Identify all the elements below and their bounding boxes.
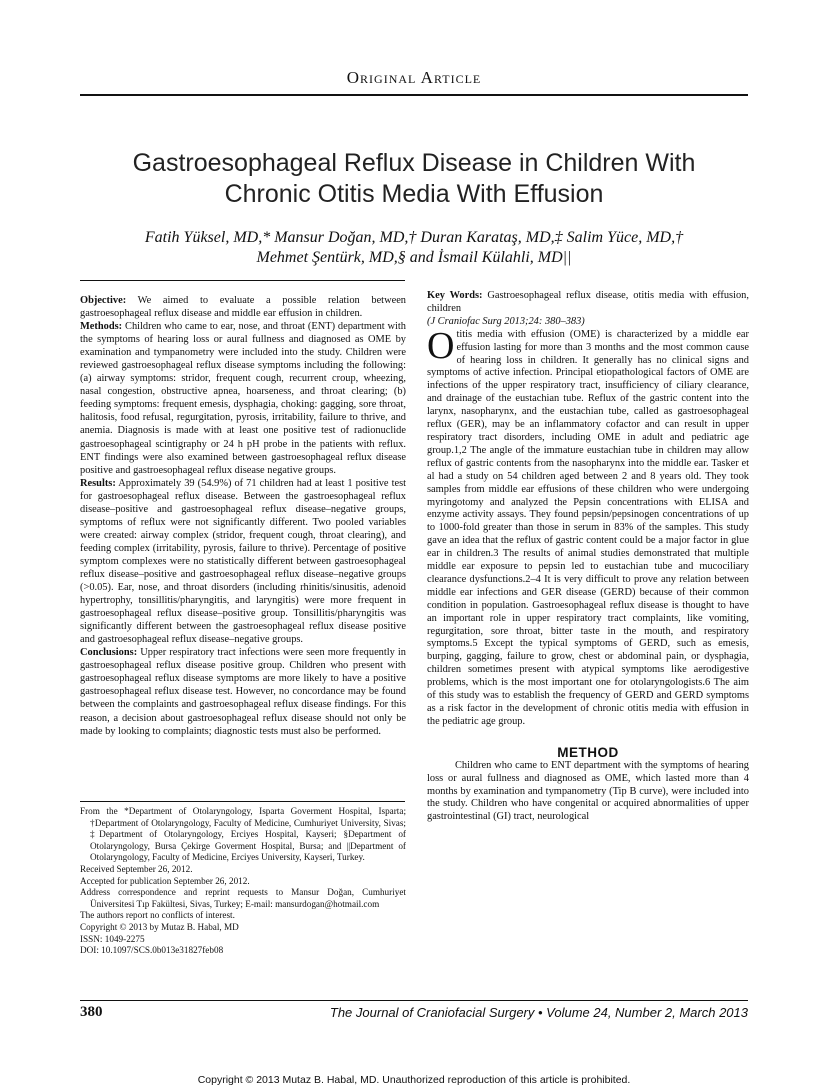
method-heading: METHOD — [557, 744, 619, 760]
page-number: 380 — [80, 1004, 103, 1020]
drop-cap: O — [427, 324, 455, 367]
correspondence: Address correspondence and reprint requests to Mansur Doğan, Cumhuriyet Üniversitesi Tıp Fakültesi, Sivas, Turkey; E-mail: mansurdogan@hotmail.com — [80, 887, 406, 909]
conclusions-text: Upper respiratory tract infections were seen more frequently in gastroesophageal reflux disease positive group. Children who present with gastroesophageal reflux disease symptoms are more likely to have a positive gastroesophageal reflux disease test. However, no concordance may be found between the complaints and gastroesophageal reflux disease findings. For this reason, a decision about gastroesophageal reflux disease should not only be made by looking to complaints; diagnostic tests must also be performed. — [80, 647, 406, 737]
authors-line-1: Fatih Yüksel, MD,* Mansur Doğan, MD,† Duran Karataş, MD,‡ Salim Yüce, MD,† — [144, 229, 684, 246]
received-date: Received September 26, 2012. — [80, 863, 193, 874]
right-column — [427, 282, 749, 824]
objective-text: We aimed to evaluate a possible relation between gastroesophageal reflux disease and middle ear effusion in children. — [80, 295, 406, 320]
copyright-line: Copyright © 2013 by Mutaz B. Habal, MD — [80, 921, 239, 932]
objective-label: Objective: — [80, 295, 127, 306]
abstract-methods — [80, 320, 406, 477]
results-text: Approximately 39 (54.9%) of 71 children had at least 1 positive test for gastroesophageal reflux disease. Between the gastroesophageal reflux disease–positive and gastroesophageal reflux disease–negative groups, symptoms of reflux were not significantly different. Two pooled variables were created: airway complex (stridor, frequent cough, throat clearing), and feeding complex (irritability, pyrosis, failure to thrive). Percentage of positive symptom complexes were no statistically different between gastroesophageal reflux disease–positive and gastroesophageal reflux disease–negative groups (>0.05). Ear, nose, and throat disorders (including rhinitis/sinusitis, adenoid hypertrophy, tonsillitis/pharyngitis, and laryngitis) were more frequent in gastroesophageal reflux disease–positive group. Tonsillitis/pharyngitis was significantly different between the gastroesophageal reflux disease positive and gastroesophageal reflux disease–negative groups. — [80, 477, 406, 646]
issn: ISSN: 1049-2275 — [80, 933, 145, 944]
methods-label: Methods: — [80, 321, 123, 333]
authors-line-2: Mehmet Şentürk, MD,§ and İsmail Külahli, MD|| — [256, 249, 572, 266]
affiliation-from: From the *Department of Otolaryngology, Isparta Goverment Hospital, Isparta; †Department of Otolaryngology, Faculty of Medicine, Cumhuriyet University, Sivas; ‡Department of Otolaryngology, Erciyes Hospital, Kayseri; §Department of Otolaryngology, Bursa Çekirge Goverment Hospital, Bursa; and ||Department of Otolaryngology, Faculty of Medicine, Erciyes University, Kayseri, Turkey. — [80, 806, 406, 863]
journal-info: The Journal of Craniofacial Surgery • Volume 24, Number 2, March 2013 — [329, 1005, 748, 1020]
title-line-1: Gastroesophageal Reflux Disease in Children With — [132, 149, 696, 177]
abstract — [80, 294, 406, 738]
doi: DOI: 10.1097/SCS.0b013e31827feb08 — [80, 945, 224, 956]
affiliations — [80, 806, 406, 957]
method-paragraph: Children who came to ENT department with the symptoms of hearing loss or aural fullness and diagnosed as OME, which lasted more than 4 months by examination and tympanometry (Tip B curve), were included into the study. Children who have congenital or acquired abnormalities of upper gastrointestinal (GI) tract, neurological — [427, 759, 749, 823]
abstract-results — [80, 477, 406, 647]
conflicts-statement: The authors report no conflicts of interest. — [80, 910, 235, 921]
keywords — [427, 290, 749, 316]
methods-text: Children who came to ear, nose, and throat (ENT) department with the symptoms of hearing loss or aural fullness and diagnosed as OME by examination and tympanometry were included into the study. Children were reviewed gastroesophageal reflux disease symptoms including the following: (a) airway symptoms: stridor, frequent cough, recurrent croup, wheezing, nasal congestion, obstructive apnea, hoarseness, and throat clearing; (b) feeding symptoms: frequent emesis, dysphagia, choking: gagging, sore throat, halitosis, food refusal, regurgitation, pyrosis, irritability, failure to thrive, and anemia. Diagnosis is made with at least one positive test of radionuclide gastroesophageal scintigraphy or 24 h pH probe in the patients with reflux. ENT findings were also examined between gastroesophageal reflux disease positive and gastroesophageal reflux disease negative groups. — [80, 321, 406, 476]
keywords-label: Key Words: — [427, 290, 483, 301]
abstract-conclusions — [80, 646, 406, 737]
accepted-date: Accepted for publication September 26, 2012. — [80, 875, 250, 886]
citation: (J Craniofac Surg 2013;24: 380–383) — [427, 315, 585, 327]
abstract-rule — [80, 280, 405, 281]
results-label: Results: — [80, 477, 116, 489]
abstract-objective — [80, 294, 406, 320]
keywords-text: Gastroesophageal reflux disease, otitis media with effusion, children — [427, 290, 749, 314]
affiliations-rule — [80, 801, 405, 802]
intro-paragraph — [427, 324, 749, 729]
copyright-banner: Copyright © 2013 Mutaz B. Habal, MD. Unauthorized reproduction of this article is prohibited. — [197, 1074, 631, 1086]
section-label: Original Article — [346, 68, 482, 87]
footer-rule — [80, 1000, 748, 1001]
article-title — [80, 148, 748, 210]
author-list — [80, 228, 748, 268]
conclusions-label: Conclusions: — [80, 647, 138, 659]
header-rule — [80, 94, 748, 96]
title-line-2: Chronic Otitis Media With Effusion — [224, 180, 604, 208]
intro-text: titis media with effusion (OME) is characterized by a middle ear effusion lasting for more than 3 months and the most common cause of hearing loss in children. It generally has no clinical signs and symptoms of active infection. Principal etiopathological factors of OME are infections of the upper respiratory tract, insufficiency of ciliary clearance, and drainage of the eustachian tube. Reflux of the gastric content into the larynx, nasopharynx, and the eustachian tube, called as gastroesophageal reflux (GER), may be an inflammatory cofactor and can result in upper respiratory tract disorders, including OME in adult and pediatric age group.1,2 The angle of the immature eustachian tube in children may allow reflux of gastric contents from the nasopharynx into the middle ear. Tasker et al had a study on 54 children aged between 2 and 8 years old. They took samples from middle ear effusions of these children who were undergoing myringotomy and analyzed the Pepsin concentrations with ELISA and enzyme activity assays. They found pepsin/pepsinogen concentrations of up to 1000-fold greater than those in serum in 83% of the samples. This study gave an idea that the reflux of gastric content could be a major factor in glue ear in children.3 The results of animal studies demonstrated that multiple middle ear exposure to pepsin led to eustachian tube and mucociliary clearance dysfunctions.2–4 It is very difficult to prove any relation between middle ear infections and GER disease (GERD) because of their common condition in population. Gastroesophageal reflux disease is thought to have an important role in upper respiratory tract complaints, like vomiting, regurgitation, sore throat, bitter taste in the mouth, and respiratory symptoms.5 Except the typical symptoms of GERD, such as emesis, burping, gagging, failure to grow, chest or abdominal pain, or dysphagia, children sometimes present with atypical symptoms like aerodigestive problems, which is the most important one for otolaryngologists.6 The aim of this study was to establish the frequency of GERD and GERD symptoms as a risk factor in the development of chronic otitis media with effusion in the pediatric age group. — [427, 328, 749, 727]
